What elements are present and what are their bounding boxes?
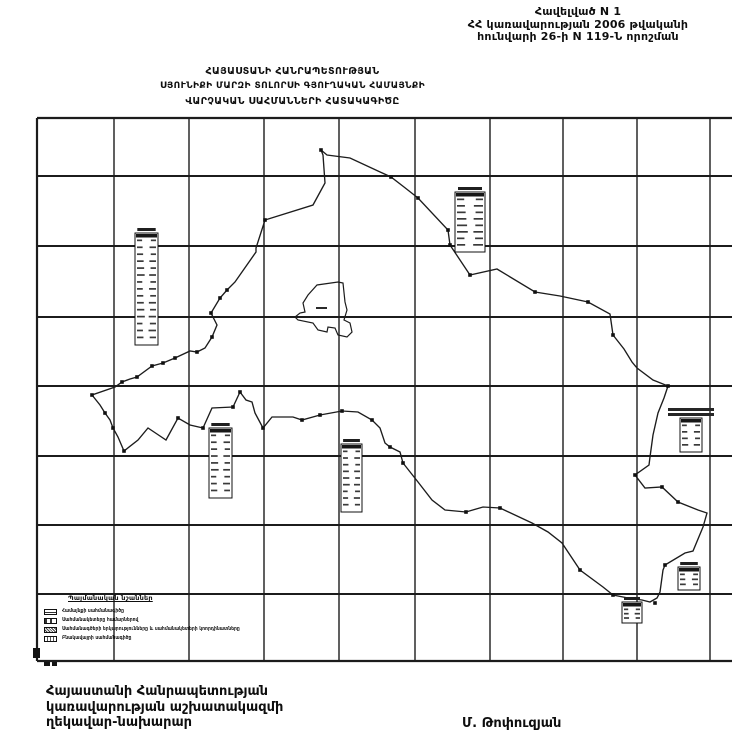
stamp-text-line (223, 469, 230, 471)
community-boundary-polyline (92, 150, 707, 602)
stamp-text-line (354, 497, 360, 499)
coordinate-table-stamp (455, 192, 485, 252)
stamp-text-line (635, 613, 640, 615)
boundary-point-marker (468, 273, 472, 277)
stamp-text-line (343, 484, 350, 486)
stamp-text-line (355, 464, 360, 466)
stamp-text-line (457, 238, 464, 240)
boundary-point-marker (533, 290, 537, 294)
stamp-text-line (150, 309, 156, 311)
stamp-title-smudge (624, 597, 640, 600)
annex-line-3: հունվարի 26-ի N 119-Ն որոշման (477, 30, 679, 43)
page-title (120, 64, 465, 109)
boundary-point-marker (120, 380, 124, 384)
stamp-text-line (149, 302, 156, 304)
stamp-text-line (343, 451, 348, 453)
stamp-text-line (137, 246, 143, 248)
stamp-header-smudge (668, 413, 714, 416)
stamp-text-line (343, 497, 348, 499)
stamp-text-line (457, 205, 465, 207)
stamp-text-line (211, 441, 217, 443)
stamp-text-line (149, 288, 156, 290)
stamp-text-line (225, 435, 230, 437)
map-corner-mark (44, 662, 50, 666)
boundary-point-marker (210, 335, 214, 339)
stamp-text-line (457, 218, 466, 220)
annex-line-1: Հավելված N 1 (534, 5, 622, 18)
stamp-text-line (211, 448, 217, 450)
stamp-text-line (224, 441, 230, 443)
stamp-text-line (682, 444, 688, 446)
stamp-text-line (149, 330, 156, 332)
stamp-title-smudge (680, 562, 698, 565)
stamp-text-line (150, 295, 156, 297)
stamp-text-line (150, 246, 156, 248)
title-line-1: ՀԱՅԱՍՏԱՆԻ ՀԱՆՐԱՊԵՏՈՒԹՅԱՆ (205, 66, 380, 77)
stamp-text-line (224, 476, 230, 478)
boundary-point-marker (401, 461, 405, 465)
settlement-label-smudge (316, 307, 327, 309)
legend (44, 594, 264, 643)
boundary-point-marker (388, 445, 392, 449)
annex-line-2: ՀՀ կառավարության 2006 թվականի (467, 17, 689, 31)
stamp-text-line (150, 337, 156, 339)
boundary-point-marker (663, 563, 667, 567)
stamp-text-line (137, 267, 144, 269)
boundary-point-marker (578, 568, 582, 572)
settlement-outline (295, 282, 352, 337)
title-line-2: ՍՅՈՒՆԻՔԻ ՄԱՐԶԻ ՏՈԼՈՐՍԻ ԳՅՈՒՂԱԿԱՆ ՀԱՄԱՅՆՔԻ (160, 81, 425, 91)
stamp-text-line (474, 218, 483, 220)
settlement-boundary-symbol (44, 636, 57, 642)
stamp-text-line (137, 316, 145, 318)
signature-line-1: Հայաստանի Հանրապետության (46, 684, 269, 699)
stamp-text-line (211, 483, 217, 485)
stamp-text-line (211, 455, 218, 457)
map-corner-mark (52, 662, 57, 666)
stamp-text-line (150, 323, 156, 325)
boundary-point-marker (103, 411, 107, 415)
stamp-header-band (623, 603, 641, 607)
stamp-text-line (343, 464, 348, 466)
stamp-text-line (636, 617, 640, 619)
stamp-text-line (343, 491, 348, 493)
stamp-text-line (475, 238, 483, 240)
legend-item-label: Սահմանագծերի երկարությունները և սահմանակետերի կոորդինատները (62, 626, 240, 633)
boundary-point-marker (218, 296, 222, 300)
stamp-text-line (151, 267, 156, 269)
boundary-point-marker (150, 364, 154, 368)
stamp-text-line (682, 431, 687, 433)
stamp-text-line (354, 457, 360, 459)
boundary-point-marker (389, 175, 393, 179)
stamp-text-line (211, 469, 219, 471)
stamp-text-line (680, 579, 685, 581)
stamp-text-line (137, 288, 143, 290)
stamp-text-line (211, 435, 216, 437)
stamp-text-line (137, 302, 144, 304)
stamp-text-line (137, 323, 142, 325)
signature-block (46, 684, 283, 731)
boundary-point-marker (209, 311, 213, 315)
stamp-text-line (476, 199, 483, 201)
stamp-text-line (137, 330, 143, 332)
stamp-text-line (149, 274, 156, 276)
stamp-text-line (692, 579, 698, 581)
stamp-text-line (223, 483, 230, 485)
stamp-text-line (695, 438, 700, 440)
boundary-point-marker (111, 426, 115, 430)
stamp-text-line (354, 471, 360, 473)
stamp-text-line (137, 274, 145, 276)
signature-line-3: ղեկավար-նախարար (46, 715, 193, 730)
boundary-point-marker (225, 288, 229, 292)
stamp-text-line (474, 205, 483, 207)
stamp-text-line (343, 504, 349, 506)
stamp-header-band (681, 419, 701, 423)
boundary-point-marker (660, 485, 664, 489)
stamp-title-smudge (211, 423, 229, 426)
signature-line-2: կառավարության աշխատակազմի (46, 699, 284, 715)
stamp-text-line (680, 584, 686, 586)
community-boundary-symbol (44, 609, 57, 615)
boundary-point-marker (122, 449, 126, 453)
stamp-text-line (693, 574, 698, 576)
stamp-text-line (354, 484, 360, 486)
boundary-point-marker (464, 510, 468, 514)
stamp-text-line (137, 309, 144, 311)
boundary-point-marker (135, 375, 139, 379)
boundary-point-marker (611, 333, 615, 337)
stamp-text-line (137, 240, 142, 242)
stamp-text-line (151, 253, 156, 255)
stamp-text-line (137, 337, 143, 339)
stamp-text-line (137, 295, 143, 297)
stamp-text-line (476, 212, 483, 214)
stamp-text-line (343, 457, 348, 459)
stamp-text-line (457, 199, 464, 201)
stamp-text-line (356, 451, 361, 453)
legend-item (44, 634, 264, 643)
stamp-text-line (694, 431, 700, 433)
boundary-point-marker (319, 148, 323, 152)
boundary-point-marker (261, 426, 265, 430)
stamp-text-line (343, 477, 349, 479)
stamp-header-band (210, 429, 231, 433)
boundary-point-marker (318, 413, 322, 417)
boundary-point-marker (416, 196, 420, 200)
annex-note (418, 6, 737, 44)
boundary-point-marker (448, 243, 452, 247)
boundary-point-marker (300, 418, 304, 422)
stamp-header-band (456, 193, 484, 197)
boundary-point-marker (653, 601, 657, 605)
stamp-text-line (224, 490, 230, 492)
stamp-text-line (624, 617, 629, 619)
stamp-header-band (342, 445, 361, 449)
stamp-text-line (457, 231, 468, 233)
stamp-text-line (211, 476, 216, 478)
stamp-text-line (137, 281, 142, 283)
stamp-text-line (355, 491, 360, 493)
stamp-text-line (682, 438, 688, 440)
boundary-point-marker (370, 418, 374, 422)
boundary-point-marker (263, 218, 267, 222)
stamp-text-line (624, 613, 629, 615)
stamp-title-smudge (137, 228, 155, 231)
stamp-text-line (693, 584, 698, 586)
boundary-point-marker (161, 361, 165, 365)
boundary-point-marker (633, 473, 637, 477)
stamp-text-line (225, 462, 230, 464)
boundary-point-marker (201, 426, 205, 430)
stamp-text-line (137, 260, 144, 262)
stamp-text-line (624, 609, 628, 611)
stamp-text-line (211, 490, 217, 492)
stamp-text-line (457, 225, 467, 227)
stamp-title-smudge (458, 187, 482, 190)
stamp-text-line (150, 281, 156, 283)
stamp-text-line (149, 260, 156, 262)
legend-item-label: Համայնքի սահմանագիծը (62, 608, 124, 615)
stamp-text-line (151, 240, 156, 242)
legend-item-label: Բնակավայրի սահմանագիծը (62, 635, 132, 642)
boundary-point-marker (231, 405, 235, 409)
stamp-text-line (223, 455, 230, 457)
boundary-point-marker (586, 300, 590, 304)
boundary-point-marker (176, 416, 180, 420)
stamp-text-line (149, 316, 156, 318)
legend-title: Պայմանական նշաններ (68, 594, 153, 602)
stamp-text-line (473, 244, 483, 246)
boundary-point-marker (340, 409, 344, 413)
stamp-text-line (137, 253, 143, 255)
boundary-point-marker (173, 356, 177, 360)
boundary-point-marker (446, 228, 450, 232)
stamp-text-line (457, 244, 465, 246)
stamp-text-line (211, 462, 218, 464)
stamp-header-smudge (668, 408, 714, 411)
stamp-text-line (680, 574, 685, 576)
stamp-text-line (695, 425, 700, 427)
boundary-length-symbol (44, 627, 57, 633)
stamp-text-line (473, 231, 483, 233)
boundary-point-marker (90, 393, 94, 397)
stamp-text-line (682, 425, 687, 427)
coordinate-table-stamp (680, 418, 702, 452)
stamp-text-line (225, 448, 230, 450)
stamp-text-line (355, 504, 360, 506)
boundary-point-symbol (44, 618, 57, 624)
stamp-text-line (475, 225, 483, 227)
boundary-point-marker (195, 350, 199, 354)
boundary-point-marker (498, 506, 502, 510)
stamp-text-line (694, 444, 700, 446)
stamp-text-line (636, 609, 640, 611)
boundary-point-marker (611, 593, 615, 597)
legend-item-label: Սահմանակետերը համարներով (62, 617, 139, 624)
stamp-title-smudge (343, 439, 360, 442)
boundary-point-marker (676, 500, 680, 504)
stamp-text-line (343, 471, 349, 473)
title-line-3: ՎԱՐՉԱԿԱՆ ՍԱՀՄԱՆՆԵՐԻ ՀԱՏԱԿԱԳԻԾԸ (185, 96, 400, 107)
stamp-header-band (136, 234, 157, 238)
boundary-point-marker (666, 384, 670, 388)
stamp-header-band (679, 568, 699, 572)
stamp-text-line (355, 477, 360, 479)
map-corner-mark (33, 648, 40, 658)
stamp-text-line (457, 212, 466, 214)
signer-name: Մ. Թոփուզյան (462, 716, 562, 731)
boundary-point-marker (238, 390, 242, 394)
